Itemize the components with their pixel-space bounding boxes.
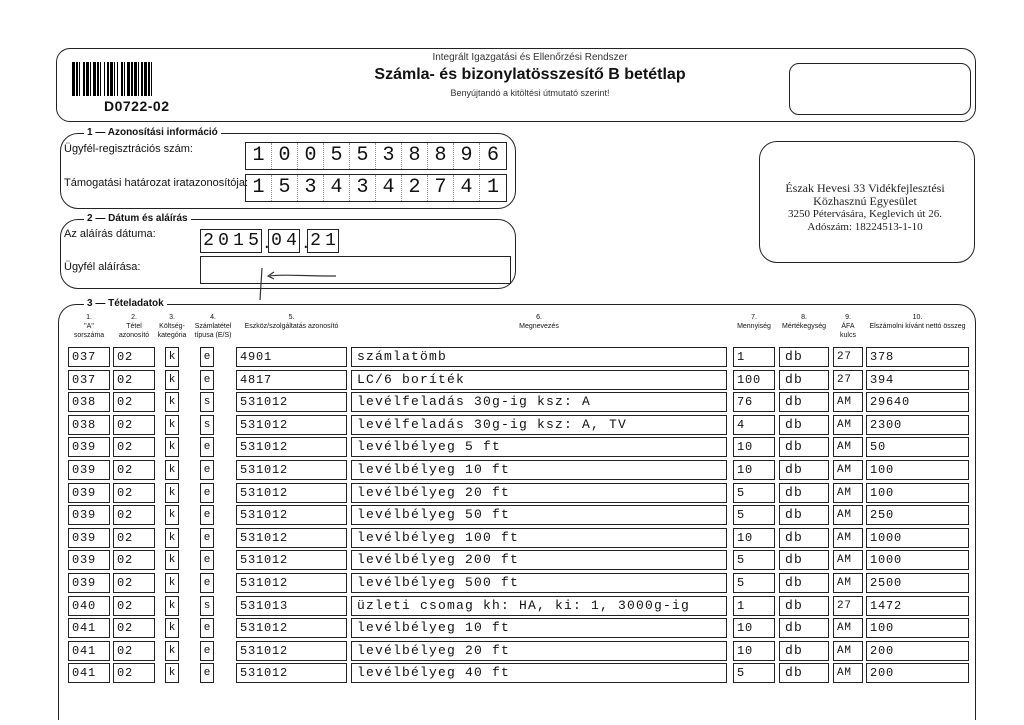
cell-unit[interactable]: db (779, 392, 829, 412)
cell-item[interactable]: 02 (113, 663, 155, 683)
cell-cat[interactable]: k (165, 392, 179, 412)
cell-cat[interactable]: k (165, 528, 179, 548)
cell-name[interactable]: levélbélyeg 20 ft (351, 641, 727, 661)
cell-code[interactable]: 4901 (236, 347, 347, 367)
digit-cell: 0 (298, 143, 324, 169)
cell-qty[interactable]: 5 (733, 573, 775, 593)
cell-type[interactable]: e (200, 618, 214, 638)
cell-qty[interactable]: 100 (733, 370, 775, 390)
table-row (0, 347, 1024, 367)
column-header (779, 313, 829, 331)
cell-type[interactable]: e (200, 437, 214, 457)
cell-a[interactable]: 039 (68, 483, 110, 503)
digit-cell: 0 (272, 143, 298, 169)
organization-tax-id: Adószám: 18224513-1-10 (807, 221, 923, 233)
cell-cat[interactable]: k (165, 641, 179, 661)
cell-code[interactable]: 531012 (236, 460, 347, 480)
cell-a[interactable]: 038 (68, 415, 110, 435)
cell-name[interactable]: levélbélyeg 500 ft (351, 573, 727, 593)
cell-cat[interactable]: k (165, 573, 179, 593)
digit-cell: 8 (428, 143, 454, 169)
cell-unit[interactable]: db (779, 505, 829, 525)
digit-cell: 4 (324, 175, 350, 201)
cell-net[interactable]: 50 (866, 437, 969, 457)
section-items-label: 3 — Tételadatok (84, 298, 167, 309)
cell-vat[interactable]: AM (833, 663, 863, 683)
cell-item[interactable]: 02 (113, 618, 155, 638)
cell-qty[interactable]: 5 (733, 505, 775, 525)
cell-name[interactable]: levélfeladás 30g-ig ksz: A (351, 392, 727, 412)
digit-cell: 3 (350, 175, 376, 201)
table-row (0, 596, 1024, 616)
cell-cat[interactable]: k (165, 347, 179, 367)
column-number: 6. (536, 314, 542, 321)
cell-unit[interactable]: db (779, 528, 829, 548)
table-row (0, 415, 1024, 435)
cell-name[interactable]: levélbélyeg 200 ft (351, 550, 727, 570)
digit-cell: 1 (246, 175, 272, 201)
cell-code[interactable]: 531012 (236, 528, 347, 548)
cell-item[interactable]: 02 (113, 437, 155, 457)
table-row (0, 618, 1024, 638)
column-header (68, 313, 110, 340)
cell-type[interactable]: e (200, 663, 214, 683)
cell-code[interactable]: 531013 (236, 596, 347, 616)
cell-net[interactable]: 250 (866, 505, 969, 525)
digit-cell: 5 (350, 143, 376, 169)
cell-net[interactable]: 2300 (866, 415, 969, 435)
cell-item[interactable]: 02 (113, 460, 155, 480)
digit-cell: 2 (203, 231, 214, 251)
cell-unit[interactable]: db (779, 573, 829, 593)
cell-a[interactable]: 041 (68, 641, 110, 661)
signature-mark (256, 264, 342, 304)
cell-a[interactable]: 041 (68, 618, 110, 638)
cell-net[interactable]: 2500 (866, 573, 969, 593)
cell-code[interactable]: 531012 (236, 641, 347, 661)
digit-cell: 7 (428, 175, 454, 201)
form-title: Számla- és bizonylatösszesítő B betétlap (374, 66, 686, 83)
form-subtitle: Benyújtandó a kitöltési útmutató szerint! (450, 88, 610, 98)
cell-item[interactable]: 02 (113, 550, 155, 570)
organization-name-2: Közhasznú Egyesület (813, 194, 917, 208)
cell-a[interactable]: 037 (68, 347, 110, 367)
cell-name[interactable]: levélbélyeg 20 ft (351, 483, 727, 503)
cell-cat[interactable]: k (165, 596, 179, 616)
digit-cell: 2 (310, 231, 321, 251)
cell-qty[interactable]: 10 (733, 618, 775, 638)
address-stamp (760, 182, 970, 234)
cell-item[interactable]: 02 (113, 415, 155, 435)
cell-code[interactable]: 4817 (236, 370, 347, 390)
digit-cell: 5 (272, 175, 298, 201)
digit-cell: 1 (246, 143, 272, 169)
cell-vat[interactable]: AM (833, 573, 863, 593)
cell-a[interactable]: 039 (68, 460, 110, 480)
table-row (0, 528, 1024, 548)
cell-a[interactable]: 037 (68, 370, 110, 390)
cell-type[interactable]: e (200, 347, 214, 367)
signature-date-year[interactable] (200, 229, 262, 253)
table-row (0, 483, 1024, 503)
cell-vat[interactable]: 27 (833, 370, 863, 390)
column-header (351, 313, 727, 331)
decision-id-field[interactable] (245, 174, 507, 202)
cell-net[interactable]: 1000 (866, 550, 969, 570)
cell-cat[interactable]: k (165, 483, 179, 503)
column-title: Számlatétel típusa (E/S) (194, 323, 232, 339)
cell-vat[interactable]: AM (833, 505, 863, 525)
column-title: Tétel azonosító (118, 323, 150, 339)
date-separator: . (262, 235, 272, 253)
table-row (0, 437, 1024, 457)
cell-item[interactable]: 02 (113, 392, 155, 412)
cell-name[interactable]: levélbélyeg 100 ft (351, 528, 727, 548)
column-header (156, 313, 188, 340)
cell-a[interactable]: 039 (68, 573, 110, 593)
organization-name: Észak Hevesi 33 Vidékfejlesztési (785, 181, 945, 195)
cell-cat[interactable]: k (165, 505, 179, 525)
column-number: 5. (288, 314, 295, 321)
signature-date-label: Az aláírás dátuma: (64, 228, 156, 240)
table-row (0, 505, 1024, 525)
registration-stamp-box (789, 63, 971, 115)
cell-a[interactable]: 041 (68, 663, 110, 683)
column-header (833, 313, 863, 340)
table-row (0, 573, 1024, 593)
cell-type[interactable]: s (200, 392, 214, 412)
signature-label: Ügyfél aláírása: (64, 261, 141, 273)
column-title: "A" sorszáma (73, 323, 105, 339)
cell-name[interactable]: levélbélyeg 5 ft (351, 437, 727, 457)
cell-unit[interactable]: db (779, 641, 829, 661)
table-row (0, 663, 1024, 683)
cell-net[interactable]: 1472 (866, 596, 969, 616)
column-number: 4. (210, 314, 216, 321)
column-header (113, 313, 155, 340)
cell-vat[interactable]: AM (833, 528, 863, 548)
cell-a[interactable]: 038 (68, 392, 110, 412)
cell-net[interactable]: 1000 (866, 528, 969, 548)
cell-vat[interactable]: AM (833, 641, 863, 661)
digit-cell: 4 (286, 231, 297, 251)
cell-unit[interactable]: db (779, 618, 829, 638)
cell-unit[interactable]: db (779, 596, 829, 616)
column-title: Megnevezés (519, 323, 559, 330)
client-id-field[interactable] (245, 142, 507, 170)
cell-name[interactable]: LC/6 boríték (351, 370, 727, 390)
table-row (0, 460, 1024, 480)
cell-qty[interactable]: 1 (733, 347, 775, 367)
organization-address: 3250 Pétervására, Keglevich út 26. (788, 208, 942, 220)
cell-net[interactable]: 100 (866, 618, 969, 638)
column-number: 1. (86, 314, 92, 321)
cell-type[interactable]: s (200, 415, 214, 435)
cell-vat[interactable]: AM (833, 483, 863, 503)
cell-unit[interactable]: db (779, 550, 829, 570)
digit-cell: 0 (271, 231, 282, 251)
cell-vat[interactable]: AM (833, 392, 863, 412)
column-title: Költség- kategória (157, 323, 187, 339)
column-number: 7. (751, 314, 757, 321)
column-number: 10. (912, 314, 923, 321)
cell-cat[interactable]: k (165, 370, 179, 390)
column-title: Elszámolni kívánt nettó összeg (869, 323, 966, 330)
cell-item[interactable]: 02 (113, 596, 155, 616)
cell-cat[interactable]: k (165, 415, 179, 435)
cell-a[interactable]: 040 (68, 596, 110, 616)
cell-qty[interactable]: 10 (733, 437, 775, 457)
column-number: 9. (845, 314, 851, 321)
column-number: 2. (131, 314, 137, 321)
column-number: 3. (169, 314, 175, 321)
date-separator: . (301, 235, 311, 253)
signature-field[interactable] (200, 256, 511, 284)
client-id-label: Ügyfél-regisztrációs szám: (64, 143, 193, 155)
section-date-signature-label: 2 — Dátum és aláírás (84, 213, 191, 224)
cell-qty[interactable]: 5 (733, 663, 775, 683)
table-row (0, 370, 1024, 390)
cell-qty[interactable]: 5 (733, 483, 775, 503)
table-row (0, 550, 1024, 570)
digit-cell: 0 (218, 231, 229, 251)
cell-name[interactable]: levélbélyeg 10 ft (351, 618, 727, 638)
column-title: Mennyiség (737, 323, 771, 330)
cell-type[interactable]: e (200, 550, 214, 570)
cell-item[interactable]: 02 (113, 347, 155, 367)
digit-cell: 4 (454, 175, 480, 201)
cell-item[interactable]: 02 (113, 370, 155, 390)
cell-qty[interactable]: 5 (733, 550, 775, 570)
cell-qty[interactable]: 4 (733, 415, 775, 435)
cell-unit[interactable]: db (779, 437, 829, 457)
cell-type[interactable]: e (200, 528, 214, 548)
digit-cell: 2 (402, 175, 428, 201)
cell-qty[interactable]: 10 (733, 460, 775, 480)
cell-item[interactable]: 02 (113, 641, 155, 661)
cell-cat[interactable]: k (165, 618, 179, 638)
cell-type[interactable]: e (200, 483, 214, 503)
column-number: 8. (801, 314, 807, 321)
cell-cat[interactable]: k (165, 550, 179, 570)
cell-qty[interactable]: 10 (733, 528, 775, 548)
digit-cell: 8 (402, 143, 428, 169)
cell-a[interactable]: 039 (68, 550, 110, 570)
cell-name[interactable]: levélbélyeg 50 ft (351, 505, 727, 525)
cell-net[interactable]: 100 (866, 483, 969, 503)
cell-code[interactable]: 531012 (236, 663, 347, 683)
cell-vat[interactable]: AM (833, 415, 863, 435)
cell-type[interactable]: s (200, 596, 214, 616)
cell-a[interactable]: 039 (68, 528, 110, 548)
cell-net[interactable]: 29640 (866, 392, 969, 412)
table-row (0, 641, 1024, 661)
cell-cat[interactable]: k (165, 663, 179, 683)
cell-vat[interactable]: AM (833, 618, 863, 638)
column-header (193, 313, 233, 340)
digit-cell: 4 (376, 175, 402, 201)
cell-type[interactable]: e (200, 641, 214, 661)
document-code: D0722-02 (104, 98, 170, 114)
cell-type[interactable]: e (200, 370, 214, 390)
column-header (236, 313, 347, 331)
cell-net[interactable]: 200 (866, 641, 969, 661)
cell-name[interactable]: levélfeladás 30g-ig ksz: A, TV (351, 415, 727, 435)
cell-type[interactable]: e (200, 573, 214, 593)
cell-item[interactable]: 02 (113, 505, 155, 525)
cell-cat[interactable]: k (165, 437, 179, 457)
cell-qty[interactable]: 10 (733, 641, 775, 661)
cell-type[interactable]: e (200, 460, 214, 480)
cell-code[interactable]: 531012 (236, 573, 347, 593)
digit-cell: 9 (454, 143, 480, 169)
cell-code[interactable]: 531012 (236, 437, 347, 457)
cell-a[interactable]: 039 (68, 437, 110, 457)
column-header (733, 313, 775, 331)
cell-unit[interactable]: db (779, 663, 829, 683)
decision-id-label: Támogatási határozat iratazonosítója: (64, 177, 249, 189)
digit-cell: 1 (233, 231, 244, 251)
digit-cell: 5 (248, 231, 259, 251)
cell-code[interactable]: 531012 (236, 618, 347, 638)
digit-cell: 6 (486, 144, 499, 167)
cell-item[interactable]: 02 (113, 483, 155, 503)
signature-date-day[interactable] (307, 229, 339, 253)
cell-unit[interactable]: db (779, 370, 829, 390)
cell-a[interactable]: 039 (68, 505, 110, 525)
cell-vat[interactable]: AM (833, 550, 863, 570)
column-header (866, 313, 969, 331)
cell-item[interactable]: 02 (113, 573, 155, 593)
column-title: Eszköz/szolgáltatás azonosító (244, 323, 339, 330)
digit-cell: 3 (376, 143, 402, 169)
cell-qty[interactable]: 76 (733, 392, 775, 412)
cell-code[interactable]: 531012 (236, 415, 347, 435)
digit-cell: 1 (325, 231, 336, 251)
cell-name[interactable]: üzleti csomag kh: HA, ki: 1, 3000g-ig (351, 596, 727, 616)
barcode-bar (152, 62, 155, 96)
cell-vat[interactable]: 27 (833, 347, 863, 367)
cell-code[interactable]: 531012 (236, 505, 347, 525)
cell-type[interactable]: e (200, 505, 214, 525)
signature-date-month[interactable] (268, 229, 300, 253)
cell-net[interactable]: 100 (866, 460, 969, 480)
system-name: Integrált Igazgatási és Ellenőrzési Rendszer (432, 52, 628, 63)
cell-unit[interactable]: db (779, 483, 829, 503)
table-row (0, 392, 1024, 412)
digit-cell: 1 (486, 176, 499, 199)
cell-net[interactable]: 200 (866, 663, 969, 683)
cell-unit[interactable]: db (779, 347, 829, 367)
cell-code[interactable]: 531012 (236, 550, 347, 570)
cell-code[interactable]: 531012 (236, 392, 347, 412)
section-identification-label: 1 — Azonosítási információ (84, 127, 221, 138)
cell-item[interactable]: 02 (113, 528, 155, 548)
cell-vat[interactable]: AM (833, 437, 863, 457)
digit-cell: 3 (298, 175, 324, 201)
cell-name[interactable]: levélbélyeg 40 ft (351, 663, 727, 683)
cell-vat[interactable]: AM (833, 460, 863, 480)
cell-code[interactable]: 531012 (236, 483, 347, 503)
cell-vat[interactable]: 27 (833, 596, 863, 616)
column-title: ÁFA kulcs (840, 323, 856, 339)
barcode (72, 62, 250, 96)
column-title: Mértékegység (782, 323, 826, 330)
cell-unit[interactable]: db (779, 415, 829, 435)
cell-net[interactable]: 378 (866, 347, 969, 367)
cell-unit[interactable]: db (779, 460, 829, 480)
cell-qty[interactable]: 1 (733, 596, 775, 616)
cell-cat[interactable]: k (165, 460, 179, 480)
digit-cell: 5 (324, 143, 350, 169)
cell-net[interactable]: 394 (866, 370, 969, 390)
cell-name[interactable]: levélbélyeg 10 ft (351, 460, 727, 480)
cell-name[interactable]: számlatömb (351, 347, 727, 367)
